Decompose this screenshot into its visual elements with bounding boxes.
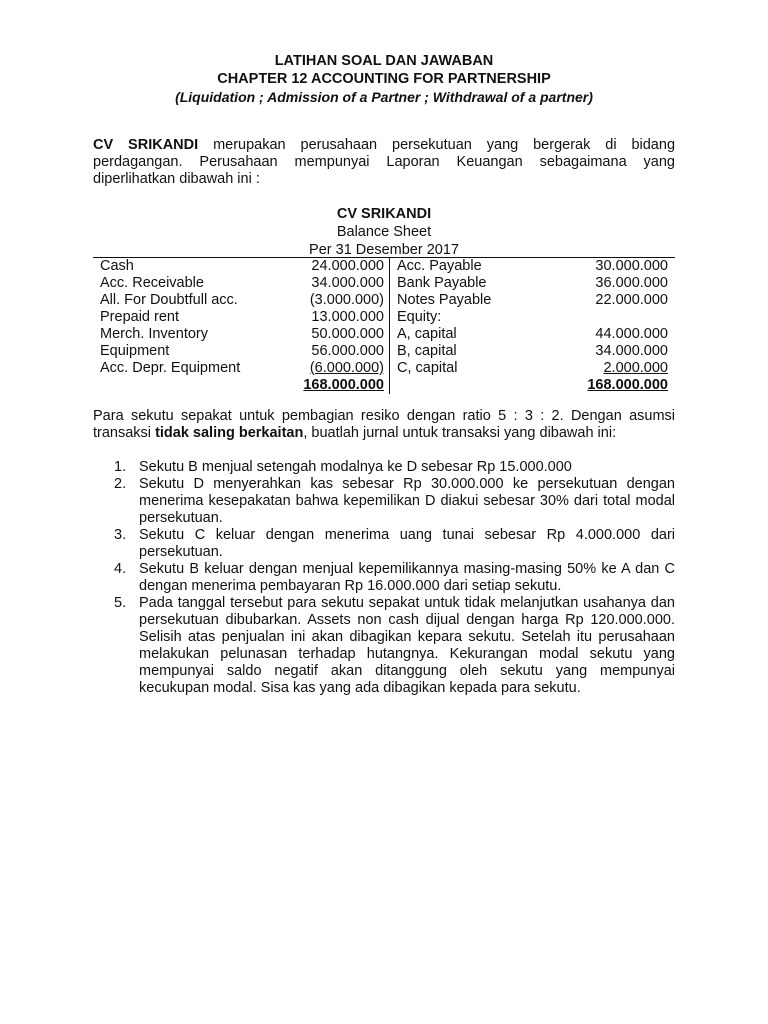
list-item [93, 476, 675, 527]
balance-sheet-company: CV SRIKANDI [336, 206, 432, 222]
list-item-text: Sekutu D menyerahkan kas sebesar Rp 30.000.000 ke persekutuan dengan menerima kesepakatan bahwa kepemilikan D diakui sebesar 30% dari total modal persekutuan. [139, 476, 675, 526]
list-item-number: 3. [114, 527, 127, 543]
table-row [93, 292, 675, 309]
total-liabilities-equity: 168.000.000 [587, 377, 668, 393]
table-row [93, 343, 675, 360]
list-item-number: 5. [114, 595, 127, 611]
liability-equity-value [558, 309, 675, 326]
liability-equity-label: A, capital [397, 326, 457, 342]
table-row [93, 326, 675, 343]
list-item [93, 459, 675, 476]
list-item [93, 561, 675, 595]
instruction-paragraph [93, 408, 675, 442]
table-row [93, 309, 675, 326]
table-row [93, 360, 675, 377]
total-assets-cell [292, 377, 390, 394]
liability-equity-value: 44.000.000 [595, 326, 668, 342]
total-assets: 168.000.000 [303, 377, 384, 393]
asset-value: 56.000.000 [292, 343, 390, 360]
liability-equity-label: Acc. Payable [397, 258, 482, 274]
balance-sheet-title: Balance Sheet [336, 224, 432, 240]
asset-label: Equipment [100, 343, 170, 359]
asset-label: Acc. Depr. Equipment [100, 360, 241, 376]
list-item [93, 595, 675, 697]
asset-value-cell [292, 360, 390, 377]
balance-sheet-date: Per 31 Desember 2017 [309, 242, 459, 258]
list-item-text: Sekutu B keluar dengan menjual kepemilikannya masing-masing 50% ke A dan C dengan menerima pembayaran Rp 16.000.000 dari setiap sekutu. [139, 561, 675, 594]
liability-equity-label: B, capital [397, 343, 457, 359]
chapter-title: CHAPTER 12 ACCOUNTING FOR PARTNERSHIP [217, 71, 551, 87]
list-item-text: Sekutu B menjual setengah modalnya ke D sebesar Rp 15.000.000 [139, 459, 572, 475]
liability-equity-label: C, capital [397, 360, 458, 376]
asset-label: Prepaid rent [100, 309, 179, 325]
asset-label: All. For Doubtfull acc. [100, 292, 238, 308]
asset-value: 34.000.000 [292, 275, 390, 292]
liability-equity-label: Notes Payable [397, 292, 492, 308]
table-total-row [93, 377, 675, 394]
liability-equity-value: 36.000.000 [595, 275, 668, 291]
liability-equity-value: 34.000.000 [595, 343, 668, 359]
document-header [0, 52, 768, 106]
instruction-emphasis: tidak saling berkaitan [155, 425, 304, 441]
liability-equity-label: Equity: [397, 309, 442, 325]
asset-value: 13.000.000 [292, 309, 390, 326]
chapter-subtitle: (Liquidation ; Admission of a Partner ; Withdrawal of a partner) [175, 89, 593, 105]
liability-equity-value: 30.000.000 [595, 258, 668, 274]
liability-equity-value-cell [558, 360, 675, 377]
transaction-list [93, 459, 675, 697]
table-row [93, 275, 675, 292]
list-item-number: 1. [114, 459, 127, 475]
liability-equity-value: 22.000.000 [595, 292, 668, 308]
list-item [93, 527, 675, 561]
empty-cell [390, 377, 559, 394]
list-item-text: Sekutu C keluar dengan menerima uang tunai sebesar Rp 4.000.000 dari persekutuan. [139, 527, 675, 560]
intro-text: merupakan perusahaan persekutuan yang bergerak di bidang perdagangan. Perusahaan mempunyai Laporan Keuangan sebagaimana yang diperlihatkan dibawah ini : [93, 137, 676, 187]
asset-value: 24.000.000 [292, 258, 390, 276]
asset-value: (6.000.000) [309, 360, 384, 376]
list-item-text: Pada tanggal tersebut para sekutu sepakat untuk tidak melanjutkan usahanya dan persekutuan dibubarkan. Assets non cash dijual dengan harga Rp 120.000.000. Selisih atas penjualan ini akan dibagikan kepara sekutu. Setelah itu perusahaan melakukan pelunasan terhadap hutangnya. Kekurangan modal sekutu yang mempunyai saldo negatif akan ditanggung oleh sekutu yang mempunyai kecukupan modal. Sisa kas yang ada dibagikan kepada para sekutu. [139, 595, 675, 696]
document-title: LATIHAN SOAL DAN JAWABAN [274, 53, 494, 69]
balance-sheet-table [93, 257, 675, 394]
intro-paragraph [93, 137, 675, 188]
asset-value: (3.000.000) [292, 292, 390, 309]
asset-label: Acc. Receivable [100, 275, 204, 291]
asset-label: Merch. Inventory [100, 326, 208, 342]
asset-value: 50.000.000 [292, 326, 390, 343]
instruction-text-2: , buatlah jurnal untuk transaksi yang dibawah ini: [303, 425, 617, 441]
total-liabilities-equity-cell [558, 377, 675, 394]
asset-label: Cash [100, 258, 134, 274]
list-item-number: 4. [114, 561, 127, 577]
liability-equity-label: Bank Payable [397, 275, 487, 291]
empty-cell [93, 377, 292, 394]
balance-sheet-heading [0, 205, 768, 259]
list-item-number: 2. [114, 476, 127, 492]
instruction-text-1: Para sekutu sepakat untuk pembagian resiko dengan ratio 5 : 3 : 2. Dengan asumsi transaksi [93, 408, 675, 441]
liability-equity-value: 2.000.000 [603, 360, 668, 376]
table-row [93, 258, 675, 276]
intro-company-name: CV SRIKANDI [93, 137, 199, 153]
